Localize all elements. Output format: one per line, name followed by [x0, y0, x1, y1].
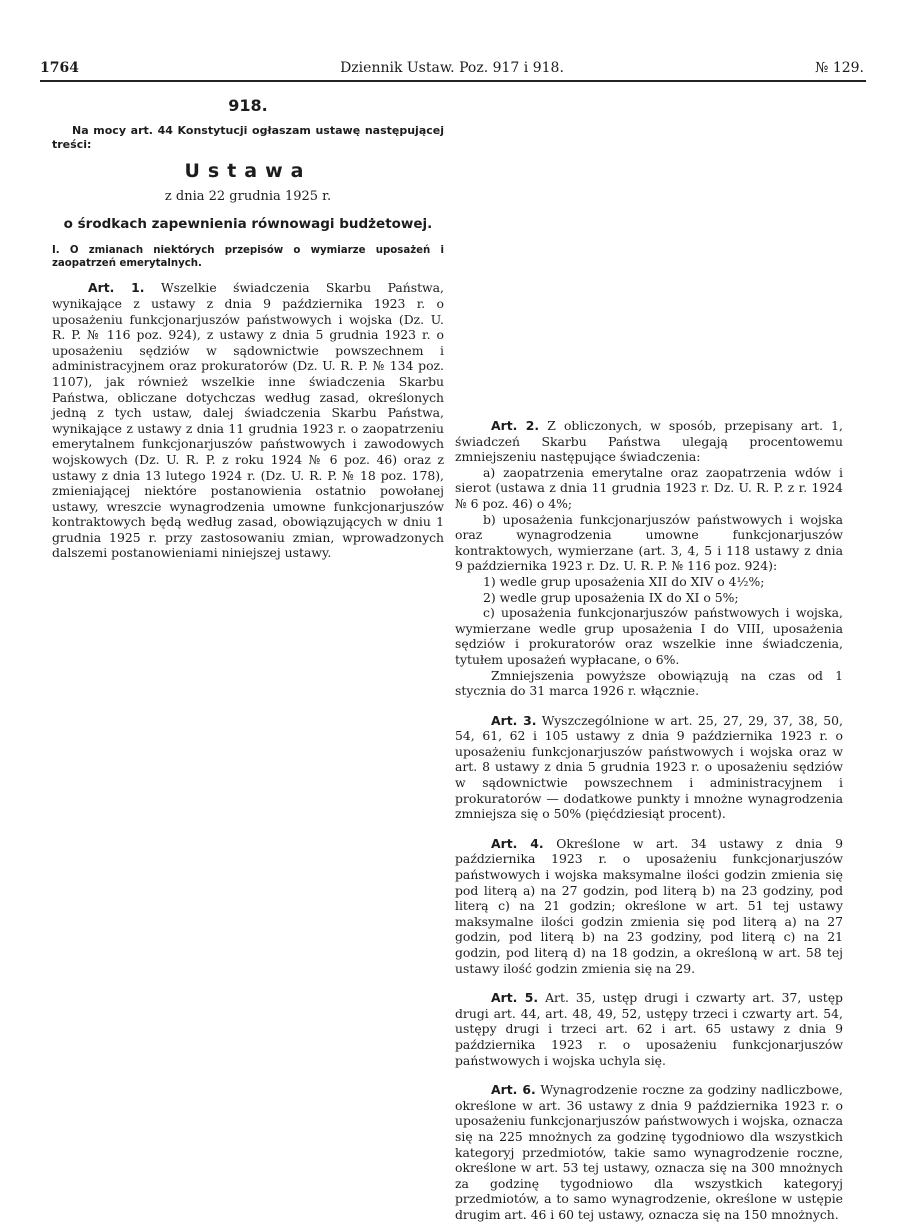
article-6-text: Wynagrodzenie roczne za godziny nadliczbowe, określone w art. 36 ustawy z dnia 9 października 1923 r. o uposażeniu funkcjonarjuszów państwowych i wojska, oznacza się na 225 mnożnych za godzinę tygodniowo dla wszystkich kategoryj przedmiotów, takie samo wynagrodzenie roczne, określone w art. 53 tej ustawy, oznacza się na 300 mnożnych za godzinę tygodniowo dla wszystkich kategoryj przedmiotów, a to samo wynagrodzenie, określone w ustępie drugim art. 46 i 60 tej ustawy, oznacza się na 150 mnożnych.: [455, 1082, 843, 1222]
article-2-label: Art. 2.: [491, 418, 540, 433]
article-6-label: Art. 6.: [491, 1082, 536, 1098]
article-6: [455, 1082, 843, 1222]
page-number: 1764: [40, 60, 79, 76]
article-5: [455, 990, 843, 1068]
article-2-item-a: a) zaopatrzenia emerytalne oraz zaopatrzenia wdów i sierot (ustawa z dnia 11 grudnia 1923 r. Dz. U. R. P. z r. 1924 № 6 poz. 46) o 4%;: [455, 464, 843, 511]
section-heading: I. O zmianach niektórych przepisów o wymiarze uposażeń i zaopatrzeń emerytalnych.: [52, 245, 444, 270]
right-column: [455, 98, 843, 1223]
journal-title: Dziennik Ustaw. Poz. 917 i 918.: [340, 60, 564, 76]
article-2-item-c: c) uposażenia funkcjonarjuszów państwowych i wojska, wymierzane wedle grup uposażenia I do VIII, uposażenia sędziów i prokuratorów oraz wszelkie inne świadczenia, tytułem uposażeń wypłacane, o 6%.: [455, 605, 843, 667]
article-1-label: Art. 1.: [88, 280, 145, 296]
article-3-text: Wyszczególnione w art. 25, 27, 29, 37, 38, 50, 54, 61, 62 i 105 ustawy z dnia 9 października 1923 r. o uposażeniu funkcjonarjuszów państwowych i wojska oraz w art. 8 ustawy z dnia 5 grudnia 1923 r. o uposażeniu sędziów w sądownictwie powszechnem i administracyjnem i prokuratorów — dodatkowe punkty i mnożne wynagrodzenia zmniejsza się o 50% (pięćdziesiąt procent).: [455, 712, 843, 822]
article-4-label: Art. 4.: [491, 835, 544, 851]
page-header: [40, 60, 864, 80]
act-date: z dnia 22 grudnia 1925 r.: [164, 189, 332, 205]
article-1-text: Wszelkie świadczenia Skarbu Państwa, wynikające z ustawy z dnia 9 października 1923 r. o uposażeniu funkcjonarjuszów państwowych i wojska (Dz. U. R. P. № 116 poz. 924), z ustawy z dnia 5 grudnia 1923 r. o uposażeniu sędziów w sądownictwie powszechnem i administracyjnem oraz prokuratorów (Dz. U. R. P. № 134 poz. 1107), jak również wszelkie inne świadczenia Skarbu Państwa, obliczane dotychczas według zasad, określonych jedną z tych ustaw, dalej świadczenia Skarbu Państwa, wynikające z ustawy z dnia 11 grudnia 1923 r. o zaopatrzeniu emerytalnem funkcjonarjuszów państwowych i zawodowych wojskowych (Dz. U. R. P. z roku 1924 № 6 poz. 46) oraz z ustawy z dnia 13 lutego 1924 r. (Dz. U. R. P. № 18 poz. 178), zmieniającej niektóre postanowienia ostatnio powołanej ustawy, wreszcie wynagrodzenia umowne funkcjonarjuszów kontraktowych będą według zasad, obowiązujących w dniu 1 grudnia 1925 r. przy zastosowaniu zmian, wprowadzonych dalszemi postanowieniami niniejszej ustawy.: [52, 280, 444, 561]
article-2-item-b2: 2) wedle grup uposażenia IX do XI o 5%;: [483, 589, 739, 605]
promulgation-intro: Na mocy art. 44 Konstytucji ogłaszam ustawę następującej treści:: [52, 123, 444, 151]
article-3: [455, 713, 843, 822]
position-number: 918.: [228, 96, 268, 115]
article-1: [52, 280, 444, 561]
left-column: [52, 98, 444, 561]
article-2: [455, 418, 843, 465]
article-2-final: Zmniejszenia powyższe obowiązują na czas od 1 stycznia do 31 marca 1926 r. włącznie.: [455, 667, 843, 699]
article-2-text: Z obliczonych, w sposób, przepisany art. 1, świadczeń Skarbu Państwa ulegają procentowemu zmniejszeniu następujące świadczenia:: [455, 418, 843, 465]
header-rule: [40, 80, 866, 82]
article-2-item-b: b) uposażenia funkcjonarjuszów państwowych i wojska oraz wynagrodzenia umowne funkcjonarjuszów kontraktowych, wymierzane (art. 3, 4, 5 i 118 ustawy z dnia 9 października 1923 r. Dz. U. R. P. № 116 poz. 924):: [455, 511, 843, 574]
act-heading: Ustawa: [184, 159, 312, 182]
article-5-text: Art. 35, ustęp drugi i czwarty art. 37, ustęp drugi art. 44, art. 48, 49, 52, ustępy trzeci i czwarty art. 54, ustępy drugi i trzeci art. 62 i art. 65 ustawy z dnia 9 października 1923 r. o uposażeniu funkcjonarjuszów państwowych i wojska uchyla się.: [455, 990, 843, 1068]
article-3-label: Art. 3.: [491, 712, 537, 728]
act-subject: o środkach zapewnienia równowagi budżetowej.: [63, 215, 433, 232]
article-4-text: Określone w art. 34 ustawy z dnia 9 października 1923 r. o uposażeniu funkcjonarjuszów państwowych i wojska maksymalne ilości godzin zmienia się pod literą a) na 27 godzin, pod literą b) na 23 godziny, pod literą c) na 21 godzin; określone w art. 51 tej ustawy maksymalne ilości godzin zmienia się pod literą a) na 27 godzin, pod literą b) na 23 godziny, pod literą c) na 21 godzin, pod literą d) na 18 godzin, a określoną w art. 58 tej ustawy ilość godzin zmienia się na 29.: [455, 835, 843, 976]
article-5-label: Art. 5.: [491, 990, 539, 1006]
article-2-item-b1: 1) wedle grup uposażenia XII do XIV o 4½%;: [483, 573, 765, 589]
article-4: [455, 836, 843, 976]
issue-number: № 129.: [815, 60, 864, 76]
